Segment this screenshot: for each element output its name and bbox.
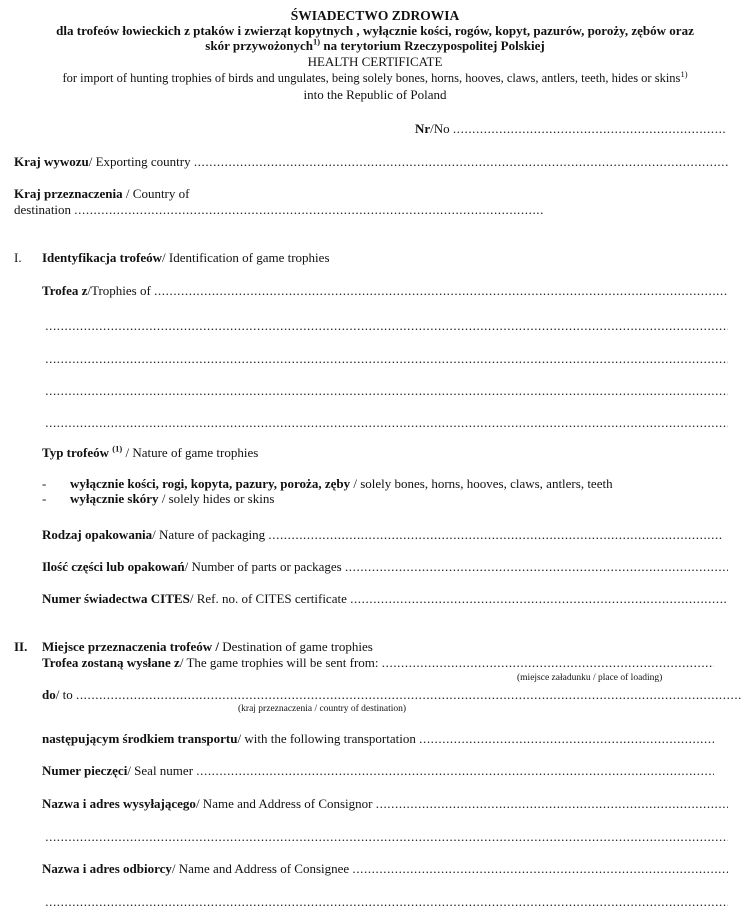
trophies-of-label-pl: Trofea z — [42, 284, 88, 298]
sent-from-label-en: / The game trophies will be sent from: — [179, 656, 379, 670]
subtitle-pl-line2 — [0, 36, 750, 54]
consignor-line-2[interactable] — [42, 830, 728, 845]
section-1-number: I. — [14, 250, 22, 265]
consignor-label-pl: Nazwa i adres wysyłającego — [42, 797, 196, 811]
trophies-of-label-en: /Trophies of — [87, 284, 151, 298]
option-bones-horns[interactable] — [70, 477, 613, 492]
export-dots — [191, 155, 728, 170]
nr-label-pl: Nr — [415, 122, 431, 136]
transport-label-en: / with the following transportation — [237, 732, 416, 746]
nature-label-pl: Typ trofeów — [42, 445, 110, 460]
parts-label-pl: Ilość części lub opakowań — [42, 560, 185, 574]
subtitle-pl-line2-text: skór przywożonych — [205, 38, 314, 53]
transport-label-pl: następującym środkiem transportu — [42, 732, 238, 746]
packaging-field[interactable] — [42, 528, 722, 543]
title-pl: ŚWIADECTWO ZDROWIA — [290, 8, 460, 23]
title-en: HEALTH CERTIFICATE — [307, 54, 443, 69]
certificate-number-field[interactable] — [415, 122, 727, 137]
place-of-loading-note: (miejsce załadunku / place of loading) — [517, 673, 663, 683]
seal-label-en: / Seal numer — [127, 764, 194, 778]
sent-from-label-pl: Trofea zostaną wysłane z — [42, 656, 180, 670]
subtitle-pl-line2-end: na terytorium Rzeczypospolitej Polskiej — [320, 38, 545, 53]
trophies-line-5[interactable] — [42, 416, 728, 431]
trophies-of-field[interactable] — [42, 284, 728, 299]
number-of-packages-field[interactable] — [42, 560, 728, 575]
export-label-pl: Kraj wywozu — [14, 155, 89, 169]
exporting-country-field[interactable] — [14, 155, 728, 170]
dest-label-en: / Country of — [122, 186, 190, 201]
option-2-en: / solely hides or skins — [158, 491, 275, 506]
section-2-number: II. — [14, 639, 28, 654]
cites-number-field[interactable] — [42, 592, 728, 607]
sent-from-field[interactable] — [42, 656, 714, 671]
consignee-label-en: / Name and Address of Consignee — [171, 862, 350, 876]
destination-to-field[interactable] — [42, 688, 742, 703]
option-2-pl: wyłącznie skóry — [70, 491, 159, 506]
packaging-label-en: / Nature of packaging — [152, 528, 266, 542]
trophies-line-2[interactable] — [42, 319, 728, 334]
nature-label-en: / Nature of game trophies — [122, 445, 259, 460]
destination-country-label — [14, 187, 189, 202]
packaging-label-pl: Rodzaj opakowania — [42, 528, 153, 542]
export-label-en: / Exporting country — [88, 155, 191, 169]
section-2-title-en: Destination of game trophies — [219, 639, 373, 654]
consignee-dots — [349, 862, 728, 877]
nr-label-en: /No — [430, 122, 450, 136]
subtitle-en-line2: into the Republic of Poland — [303, 87, 447, 102]
dots — [42, 895, 728, 910]
seal-number-field[interactable] — [42, 764, 714, 779]
to-label-pl: do — [42, 688, 56, 702]
dest-dots — [71, 203, 544, 218]
consignor-field[interactable] — [42, 797, 728, 812]
bullet-2-dash: - — [42, 491, 47, 506]
to-dots — [73, 688, 742, 703]
option-hides-skins[interactable] — [70, 492, 274, 507]
footnote-marker-en: 1) — [680, 68, 688, 79]
destination-country-field[interactable] — [14, 203, 544, 218]
sent-from-dots — [379, 656, 714, 671]
nr-dots — [450, 122, 727, 137]
consignee-field[interactable] — [42, 862, 728, 877]
subtitle-en-line1-text: for import of hunting trophies of birds and ungulates, being solely bones, horns, hooves, claws, antlers, teeth, hides or skins — [62, 71, 681, 85]
dots — [42, 319, 728, 334]
parts-label-en: / Number of parts or packages — [184, 560, 342, 574]
seal-label-pl: Numer pieczęci — [42, 764, 128, 778]
cites-label-pl: Numer świadectwa CITES — [42, 592, 190, 606]
trophies-line-4[interactable] — [42, 384, 728, 399]
section-2-title — [42, 640, 373, 655]
option-1-en: / solely bones, horns, hooves, claws, antlers, teeth — [350, 476, 613, 491]
cites-dots — [347, 592, 728, 607]
section-1-title-en: / Identification of game trophies — [162, 250, 330, 265]
cites-label-en: / Ref. no. of CITES certificate — [189, 592, 347, 606]
country-of-destination-note: (kraj przeznaczenia / country of destination) — [238, 704, 407, 714]
dest-label-line2: destination — [14, 203, 72, 217]
dest-label-pl: Kraj przeznaczenia — [14, 186, 123, 201]
dots — [42, 416, 728, 431]
dots — [42, 384, 728, 399]
packaging-dots — [265, 528, 722, 543]
nature-footnote: (1) — [112, 443, 123, 454]
consignee-line-2[interactable] — [42, 895, 728, 910]
section-1-title — [42, 251, 330, 266]
seal-dots — [193, 764, 714, 779]
to-label-en: / to — [55, 688, 73, 702]
section-1-title-pl: Identyfikacja trofeów — [42, 250, 162, 265]
consignor-label-en: / Name and Address of Consignor — [195, 797, 373, 811]
subtitle-en-line1 — [0, 68, 750, 85]
dots — [42, 352, 728, 367]
consignee-label-pl: Nazwa i adres odbiorcy — [42, 862, 172, 876]
subtitle-pl-line1: dla trofeów łowieckich z ptaków i zwierząt kopytnych , wyłącznie kości, rogów, kopyt, pazurów, poroży, zębów oraz — [56, 23, 694, 38]
dots — [42, 830, 728, 845]
trophies-dots — [151, 284, 728, 299]
transport-dots — [416, 732, 714, 747]
section-2-title-pl: Miejsce przeznaczenia trofeów / — [42, 639, 219, 654]
option-1-pl: wyłącznie kości, rogi, kopyta, pazury, poroża, zęby — [70, 476, 351, 491]
parts-dots — [342, 560, 728, 575]
bullet-1-dash: - — [42, 476, 47, 491]
trophies-line-3[interactable] — [42, 352, 728, 367]
footnote-marker: 1) — [313, 36, 321, 47]
consignor-dots — [373, 797, 729, 812]
nature-of-trophies-label — [42, 443, 259, 461]
transportation-field[interactable] — [42, 732, 714, 747]
